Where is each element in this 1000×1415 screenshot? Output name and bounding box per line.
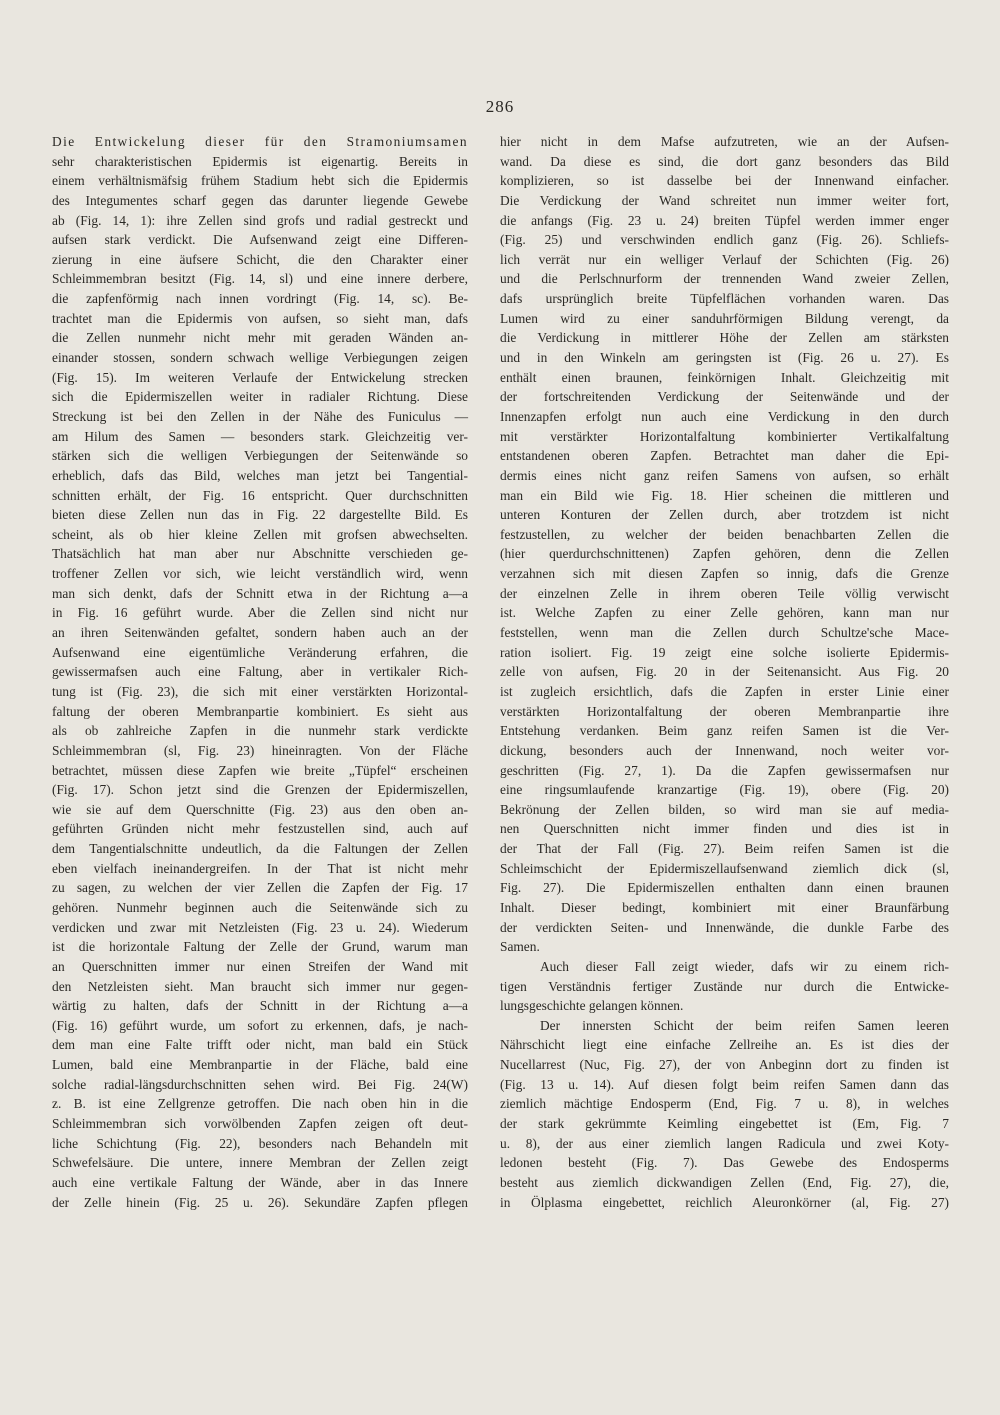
left-text-column <box>52 132 468 1212</box>
text-line: ab (Fig. 14, 1): ihre Zellen sind grofs und radial gestreckt und <box>52 212 468 228</box>
text-line: Schleimschicht der Epidermiszellaufsenwand ziemlich dick (sl, <box>500 860 949 876</box>
text-line: tung ist (Fig. 23), die sich mit einer verstärkten Horizontal- <box>52 683 468 699</box>
text-line: Schwefelsäure. Die untere, innere Membran der Zellen zeigt <box>52 1155 468 1171</box>
text-line: wie sie auf dem Querschnitte (Fig. 23) aus den oben an- <box>52 801 468 817</box>
text-line: den Netzleisten sieht. Man braucht sich immer nur gegen- <box>52 978 468 994</box>
text-line: Der innersten Schicht der beim reifen Samen leeren <box>540 1017 949 1033</box>
text-line: u. 8), der aus einer ziemlich langen Radicula und zwei Koty- <box>500 1135 949 1151</box>
text-line: entstandenen oberen Zapfen. Betrachtet man daher die Epi- <box>500 448 949 464</box>
text-line: an ihren Seitenwänden gefaltet, sondern haben auch an der <box>52 625 468 641</box>
text-line: liche Schichtung (Fig. 22), besonders nach Behandeln mit <box>52 1135 468 1151</box>
text-line: enthält einen braunen, feinkörnigen Inhalt. Gleichzeitig mit <box>500 369 949 385</box>
text-line: schnitten erhält, der Fig. 16 entspricht. Quer durchschnitten <box>52 487 468 503</box>
text-line: an Querschnitten immer nur einen Streifen der Wand mit <box>52 958 468 974</box>
text-line: mit verstärkter Horizontalfaltung kombinierter Vertikalfaltung <box>500 428 949 444</box>
text-line: dem man eine Falte trifft oder nicht, man bald ein Stück <box>52 1037 468 1053</box>
text-line: Inhalt. Dieser bedingt, kombiniert mit einer Braunfärbung <box>500 899 949 915</box>
text-line: (Fig. 15). Im weiteren Verlaufe der Entwickelung strecken <box>52 369 468 385</box>
text-line: einem verhältnismäfsig frühem Stadium hebt sich die Epidermis <box>52 173 468 189</box>
text-line: der einzelnen Zelle in ihrem oberen Teile völlig verwischt <box>500 585 949 601</box>
text-line: (Fig. 25) und verschwinden endlich ganz (Fig. 26). Schliefs- <box>500 232 949 248</box>
text-line: betrachtet, müssen diese Zapfen wie breite „Tüpfel“ erscheinen <box>52 762 468 778</box>
text-line: ist. Welche Zapfen zu einer Zelle gehören, kann man nur <box>500 605 949 621</box>
text-line: unteren Konturen der Zellen durch, aber trotzdem ist nicht <box>500 507 949 523</box>
text-line: Lumen, bald eine Membranpartie in der Fläche, bald eine <box>52 1057 468 1073</box>
text-line: faltung der oberen Membranpartie kombiniert. Es sieht aus <box>52 703 468 719</box>
text-line: (Fig. 16) geführt wurde, um sofort zu erkennen, dafs, je nach- <box>52 1017 468 1033</box>
text-line: der stark gekrümmte Keimling eingebettet ist (Em, Fig. 7 <box>500 1116 949 1132</box>
text-line: (hier querdurchschnittenen) Zapfen gehören, denn die Zellen <box>500 546 949 562</box>
text-line: und die Perlschnurform der trennenden Wand zweier Zellen, <box>500 271 949 287</box>
text-line: am Hilum des Samen — besonders stark. Gleichzeitig ver- <box>52 428 468 444</box>
right-text-column <box>500 132 949 1212</box>
text-line: sehr charakteristischen Epidermis ist eigenartig. Bereits in <box>52 153 468 169</box>
text-line: ziemlich mächtige Endosperm (End, Fig. 7 u. 8), in welches <box>500 1096 949 1112</box>
text-line: die Zellen nunmehr nicht mehr mit geraden Wänden an- <box>52 330 468 346</box>
text-line: gehören. Nunmehr beginnen auch die Seitenwände sich zu <box>52 899 468 915</box>
text-line: Bekrönung der Zellen bilden, so wird man sie auf media- <box>500 801 949 817</box>
text-line: verzahnen sich mit diesen Zapfen so innig, dafs die Grenze <box>500 566 949 582</box>
text-line: dem Tangentialschnitte undeutlich, da die Faltungen der Zellen <box>52 841 468 857</box>
text-line: und in den Winkeln am geringsten ist (Fig. 26 u. 27). Es <box>500 350 949 366</box>
text-line: zu sagen, zu welchen der vier Zellen die Zapfen der Fig. 17 <box>52 880 468 896</box>
text-line: trachtet man die Epidermis von aufsen, so sieht man, dafs <box>52 310 468 326</box>
text-line: in Ölplasma eingebettet, reichlich Aleuronkörner (al, Fig. 27) <box>500 1194 949 1210</box>
text-line: einander stossen, sondern schwach wellige Verbiegungen zeigen <box>52 350 468 366</box>
text-line: Entstehung verdanken. Beim ganz reifen Samen ist die Ver- <box>500 723 949 739</box>
text-line: feststellen, wenn man die Zellen durch Schultze'sche Mace- <box>500 625 949 641</box>
text-line: dermis eines nicht ganz reifen Samens von aufsen, so erhält <box>500 467 949 483</box>
text-line: Schleimmembran besitzt (Fig. 14, sl) und eine innere derbere, <box>52 271 468 287</box>
text-line: Auch dieser Fall zeigt wieder, dafs wir zu einem rich- <box>540 958 949 974</box>
text-line: wärtig zu halten, dafs der Schnitt in der Richtung a—a <box>52 998 468 1014</box>
text-line: eben vielfach ineinandergreifen. In der That ist nicht mehr <box>52 860 468 876</box>
text-line: die zapfenförmig nach innen vordringt (Fig. 14, sc). Be- <box>52 291 468 307</box>
text-line: tigen Verständnis fertiger Zustände nur durch die Entwicke- <box>500 978 949 994</box>
text-line: man sich denkt, dafs der Schnitt etwa in der Richtung a—a <box>52 585 468 601</box>
text-line: erheblich, dafs das Bild, welches man jetzt bei Tangential- <box>52 467 468 483</box>
text-line: (Fig. 17). Schon jetzt sind die Grenzen der Epidermiszellen, <box>52 782 468 798</box>
page-number: 286 <box>485 97 515 116</box>
text-line: scheint, als ob hier kleine Zellen mit grofsen abwechselten. <box>52 526 468 542</box>
text-line: Lumen wird zu einer sanduhrförmigen Bildung verengt, da <box>500 310 949 326</box>
text-line: stärken sich die welligen Verbiegungen der Seitenwände so <box>52 448 468 464</box>
text-line: die Verdickung in mittlerer Höhe der Zellen am stärksten <box>500 330 949 346</box>
text-line: Samen. <box>500 939 540 955</box>
text-line: zierung in eine äufsere Schicht, die den Charakter einer <box>52 251 468 267</box>
text-line: nen Querschnitten nicht immer finden und dies ist in <box>500 821 949 837</box>
text-line: geschritten (Fig. 27, 1). Da die Zapfen gewissermafsen nur <box>500 762 949 778</box>
text-line: sich die Epidermiszellen weiter in radialer Richtung. Diese <box>52 389 468 405</box>
text-line: Nährschicht liegt eine einfache Zellreihe an. Es ist dies der <box>500 1037 949 1053</box>
text-line: die anfangs (Fig. 23 u. 24) breiten Tüpfel werden immer enger <box>500 212 949 228</box>
text-line: der That der Fall (Fig. 27). Beim reifen Samen ist die <box>500 841 949 857</box>
text-line: ist die horizontale Faltung der Zelle der Grund, warum man <box>52 939 468 955</box>
text-line: Schleimmembran (sl, Fig. 23) hineinragten. Von der Fläche <box>52 742 468 758</box>
text-line: verdicken und zwar mit Netzleisten (Fig. 23 u. 24). Wiederum <box>52 919 468 935</box>
text-line: Thatsächlich hat man aber nur Abschnitte verschieden ge- <box>52 546 468 562</box>
text-line: ration isoliert. Fig. 19 zeigt eine solche isolierte Epidermis- <box>500 644 949 660</box>
text-line: auch eine vertikale Faltung der Wände, aber in das Innere <box>52 1174 468 1190</box>
text-line: Die Entwickelung dieser für den Stramoniumsamen <box>52 134 468 149</box>
text-line: der Zelle hinein (Fig. 25 u. 26). Sekundäre Zapfen pflegen <box>52 1194 468 1210</box>
text-line: in Fig. 16 geführt wurde. Aber die Zellen sind nicht nur <box>52 605 468 621</box>
text-line: solche radial-längsdurchschnitten sehen wird. Bei Fig. 24(W) <box>52 1076 468 1092</box>
text-line: als ob zahlreiche Zapfen in die nunmehr stark verdickte <box>52 723 468 739</box>
text-line: dickung, besonders auch der Innenwand, noch weiter vor- <box>500 742 949 758</box>
text-line: troffener Zellen vor sich, wie leicht verständlich wird, wenn <box>52 566 468 582</box>
text-line: Innenzapfen erfolgt nun auch eine Verdickung in den durch <box>500 408 949 424</box>
text-line: bieten diese Zellen nun das in Fig. 22 dargestellte Bild. Es <box>52 507 468 523</box>
text-line: lungsgeschichte gelangen können. <box>500 998 684 1014</box>
text-line: besteht aus ziemlich dickwandigen Zellen (End, Fig. 27), die, <box>500 1174 949 1190</box>
text-line: zelle von aufsen, Fig. 20 in der Seitenansicht. Aus Fig. 20 <box>500 664 949 680</box>
text-line: Aufsenwand eine eigentümliche Veränderung erfahren, die <box>52 644 468 660</box>
text-line: der fortschreitenden Verdickung der Seitenwände und der <box>500 389 949 405</box>
text-line: gewissermafsen auch eine Faltung, aber in vertikaler Rich- <box>52 664 468 680</box>
text-line: ledonen besteht (Fig. 7). Das Gewebe des Endosperms <box>500 1155 949 1171</box>
text-line: dafs ursprünglich breite Tüpfelflächen vorhanden waren. Das <box>500 291 949 307</box>
text-line: ist zugleich ersichtlich, dafs die Zapfen in erster Linie einer <box>500 683 949 699</box>
text-line: festzustellen, zu welcher der beiden benachbarten Zellen die <box>500 526 949 542</box>
text-line: wand. Da diese es sind, die dort ganz besonders das Bild <box>500 153 949 169</box>
text-line: man ein Bild wie Fig. 18. Hier scheinen die mittleren und <box>500 487 949 503</box>
text-line: Streckung ist bei den Zellen in der Nähe des Funiculus — <box>52 408 468 424</box>
text-line: Nucellarrest (Nuc, Fig. 27), der von Anbeginn dort zu finden ist <box>500 1057 949 1073</box>
text-line: aufsen stark verdickt. Die Aufsenwand zeigt eine Differen- <box>52 232 468 248</box>
text-line: geführten Gründen nicht mehr festzustellen sind, auch auf <box>52 821 468 837</box>
text-line: z. B. ist eine Zellgrenze getroffen. Die nach oben hin in die <box>52 1096 468 1112</box>
text-line: Die Verdickung der Wand schreitet nun immer weiter fort, <box>500 192 949 208</box>
text-line: Schleimmembran sich vorwölbenden Zapfen zeigen oft deut- <box>52 1116 468 1132</box>
text-line: Fig. 27). Die Epidermiszellen enthalten dann einen braunen <box>500 880 949 896</box>
text-line: eine ringsumlaufende kranzartige (Fig. 19), obere (Fig. 20) <box>500 782 949 798</box>
text-line: komplizieren, so ist dasselbe bei der Innenwand einfacher. <box>500 173 949 189</box>
text-line: hier nicht in dem Mafse aufzutreten, wie an der Aufsen- <box>500 134 949 149</box>
text-line: der verdickten Seiten- und Innenwände, die dunkle Farbe des <box>500 919 949 935</box>
text-line: lich verrät nur ein welliger Verlauf der Schichten (Fig. 26) <box>500 251 949 267</box>
text-line: (Fig. 13 u. 14). Auf diesen folgt beim reifen Samen dann das <box>500 1076 949 1092</box>
text-line: verstärkten Horizontalfaltung der oberen Membranpartie ihre <box>500 703 949 719</box>
text-line: des Integumentes scharf gegen das darunter liegende Gewebe <box>52 192 468 208</box>
